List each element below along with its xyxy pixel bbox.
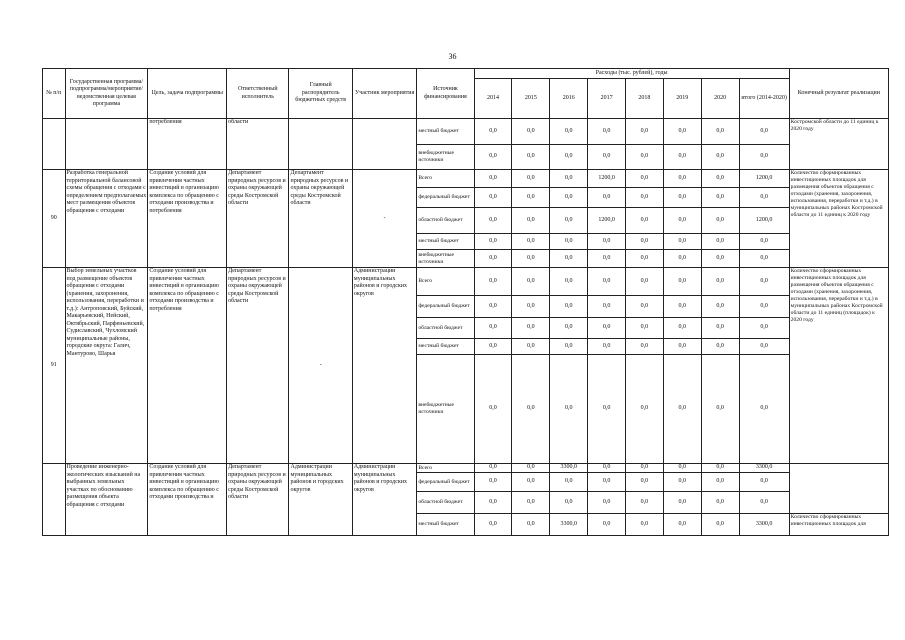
value-cell: 0,0 (550, 355, 588, 464)
value-cell: 0,0 (701, 355, 739, 464)
value-cell: 0,0 (663, 473, 701, 492)
header-year: 2020 (701, 79, 739, 119)
value-cell: 0,0 (588, 234, 626, 250)
value-cell: 0,0 (512, 339, 550, 355)
value-cell: 0,0 (625, 514, 663, 536)
program-cell: Выбор земельных участков под размещение объектов обращения с отходами (хранения, захоронения, использования, переработки и т.д.): Антроповский, Буйский, Макарьевский, Нейский, Октябрьский, Парфеньевский, Судиславский, Чухломский муниципальные районы, городские округа: Галич, Мантурово, Шарья (65, 268, 148, 464)
value-cell: 0,0 (474, 208, 512, 234)
value-cell: 0,0 (701, 234, 739, 250)
value-cell: 0,0 (588, 145, 626, 170)
total-cell: 0,0 (739, 145, 789, 170)
value-cell: 0,0 (625, 170, 663, 188)
value-cell: 0,0 (512, 464, 550, 473)
value-cell: 0,0 (663, 492, 701, 514)
header-goal: Цель, задача подпрограммы (148, 69, 227, 119)
source-cell: внебюджетные источники (417, 145, 474, 170)
value-cell: 0,0 (512, 250, 550, 268)
value-cell: 0,0 (663, 514, 701, 536)
program-cell: Проведение инженерно-экологических изысканий на выбранных земельных участках по обоснованию размещения объекта обращения с отходами (65, 464, 148, 536)
header-year: 2016 (550, 79, 588, 119)
manager-cell: - (289, 268, 352, 464)
value-cell: 0,0 (701, 119, 739, 145)
value-cell: 0,0 (512, 170, 550, 188)
value-cell: 0,0 (625, 119, 663, 145)
value-cell: 0,0 (474, 268, 512, 296)
header-participants: Участник мероприятия (352, 69, 416, 119)
value-cell: 0,0 (474, 234, 512, 250)
header-source: Источник финансирования (417, 69, 474, 119)
source-cell: Всего (417, 464, 474, 473)
page-number: 36 (448, 52, 457, 61)
value-cell: 0,0 (550, 208, 588, 234)
total-cell: 0,0 (739, 355, 789, 464)
manager-cell: Администрации муниципальных районов и городских округов (289, 464, 352, 536)
value-cell: 0,0 (701, 296, 739, 318)
header-manager: Главный распорядитель бюджетных средств (289, 69, 352, 119)
source-cell: федеральный бюджет (417, 473, 474, 492)
row-number: 90 (43, 170, 66, 268)
result-cell: Количество сформированных инвестиционных площадок для (789, 514, 888, 536)
value-cell: 0,0 (588, 188, 626, 208)
value-cell: 0,0 (663, 208, 701, 234)
value-cell: 0,0 (550, 250, 588, 268)
source-cell: Всего (417, 170, 474, 188)
value-cell: 0,0 (550, 268, 588, 296)
header-expenses: Расходы (тыс. рублей), годы (474, 69, 789, 79)
source-cell: Всего (417, 268, 474, 296)
value-cell: 0,0 (512, 234, 550, 250)
total-cell: 0,0 (739, 234, 789, 250)
value-cell: 0,0 (588, 339, 626, 355)
value-cell: 0,0 (512, 514, 550, 536)
value-cell: 0,0 (701, 464, 739, 473)
value-cell: 0,0 (625, 250, 663, 268)
value-cell: 0,0 (625, 268, 663, 296)
value-cell: 0,0 (663, 145, 701, 170)
source-cell: областной бюджет (417, 492, 474, 514)
executor-cell: Департамент природных ресурсов и охраны окружающей среды Костромской области (227, 268, 289, 464)
value-cell: 0,0 (474, 250, 512, 268)
goal-cell: Создание условий для привлечения частных инвестиций в организацию комплекса по обращению с отходами производства и потребления (148, 170, 227, 268)
value-cell: 0,0 (701, 145, 739, 170)
value-cell: 1200,0 (588, 170, 626, 188)
value-cell: 0,0 (550, 119, 588, 145)
total-cell: 1200,0 (739, 170, 789, 188)
value-cell: 0,0 (474, 492, 512, 514)
value-cell: 0,0 (701, 318, 739, 339)
participants-cell: Администрации муниципальных районов и городских округов (352, 268, 416, 464)
value-cell: 0,0 (625, 355, 663, 464)
value-cell: 0,0 (550, 188, 588, 208)
value-cell: 0,0 (588, 268, 626, 296)
header-year: 2018 (625, 79, 663, 119)
value-cell: 0,0 (663, 318, 701, 339)
value-cell: 1200,0 (588, 208, 626, 234)
result-cell: Количество сформированных инвестиционных площадок для размещения объектов обращения с отходами (хранения, захоронения, использования, переработки и т.д.) в муниципальных районах Костромской области до 11 единиц к 2020 году (789, 170, 888, 268)
value-cell: 0,0 (663, 170, 701, 188)
table-row (43, 268, 889, 296)
value-cell: 0,0 (701, 208, 739, 234)
goal-cell: Создание условий для привлечения частных инвестиций в организацию комплекса по обращению с отходами производства и потребления (148, 268, 227, 464)
result-cell-empty (789, 464, 888, 514)
value-cell: 0,0 (550, 296, 588, 318)
value-cell: 0,0 (512, 119, 550, 145)
source-cell: местный бюджет (417, 234, 474, 250)
value-cell: 0,0 (701, 188, 739, 208)
value-cell: 0,0 (588, 250, 626, 268)
value-cell: 0,0 (512, 188, 550, 208)
value-cell: 0,0 (550, 234, 588, 250)
value-cell: 0,0 (474, 170, 512, 188)
value-cell: 0,0 (663, 464, 701, 473)
total-cell: 0,0 (739, 473, 789, 492)
value-cell: 0,0 (588, 318, 626, 339)
value-cell: 3300,0 (550, 464, 588, 473)
value-cell: 0,0 (550, 492, 588, 514)
value-cell: 0,0 (701, 339, 739, 355)
value-cell: 0,0 (625, 296, 663, 318)
total-cell: 1200,0 (739, 208, 789, 234)
value-cell: 0,0 (625, 145, 663, 170)
value-cell: 0,0 (588, 514, 626, 536)
value-cell: 0,0 (550, 473, 588, 492)
header-executor: Ответственный исполнитель (227, 69, 289, 119)
participants-cell: Администрации муниципальных районов и городских округов (352, 464, 416, 536)
value-cell: 0,0 (512, 296, 550, 318)
value-cell: 0,0 (474, 473, 512, 492)
value-cell: 0,0 (512, 355, 550, 464)
header-year: 2017 (588, 79, 626, 119)
value-cell: 0,0 (701, 492, 739, 514)
source-cell: областной бюджет (417, 208, 474, 234)
value-cell: 0,0 (588, 473, 626, 492)
cont-result: Костромской области до 11 единиц к 2020 году (789, 119, 888, 170)
value-cell: 0,0 (512, 318, 550, 339)
source-cell: местный бюджет (417, 339, 474, 355)
header-num: № п/п (43, 69, 66, 119)
value-cell: 0,0 (550, 170, 588, 188)
value-cell: 0,0 (550, 339, 588, 355)
source-cell: местный бюджет (417, 514, 474, 536)
header-year: 2015 (512, 79, 550, 119)
financing-table (42, 68, 889, 536)
value-cell: 0,0 (701, 268, 739, 296)
total-cell: 0,0 (739, 268, 789, 296)
value-cell: 0,0 (588, 492, 626, 514)
value-cell: 0,0 (550, 145, 588, 170)
manager-cell: Департамент природных ресурсов и охраны окружающей среды Костромской области (289, 170, 352, 268)
header-program: Государственная программа/подпрограмма/мероприятие/ведомственная целевая программа (65, 69, 148, 119)
cont-executor: области (227, 119, 289, 170)
total-cell: 3300,0 (739, 464, 789, 473)
value-cell: 0,0 (701, 170, 739, 188)
program-cell: Разработка генеральной территориальной балансовой схемы обращения с отходами с определением предполагаемых мест размещения объектов обращения с отходами (65, 170, 148, 268)
value-cell: 3300,0 (550, 514, 588, 536)
result-cell: Количество сформированных инвестиционных площадок для размещения объектов обращения с отходами (хранения, захоронения, использования, переработки и т.д.) в муниципальных районах Костромской области до 11 единиц (площадок) к 2020 году (789, 268, 888, 464)
header-year: 2019 (663, 79, 701, 119)
cont-participants (352, 119, 416, 170)
source-cell: внебюджетные источники (417, 355, 474, 464)
value-cell: 0,0 (625, 208, 663, 234)
value-cell: 0,0 (474, 514, 512, 536)
value-cell: 0,0 (474, 119, 512, 145)
total-cell: 3300,0 (739, 514, 789, 536)
table-row (43, 119, 889, 145)
value-cell: 0,0 (474, 145, 512, 170)
value-cell: 0,0 (588, 119, 626, 145)
source-cell: внебюджетные источники (417, 250, 474, 268)
value-cell: 0,0 (588, 296, 626, 318)
value-cell: 0,0 (625, 188, 663, 208)
value-cell: 0,0 (663, 296, 701, 318)
participants-cell: - (352, 170, 416, 268)
value-cell: 0,0 (625, 464, 663, 473)
value-cell: 0,0 (474, 296, 512, 318)
row-number (43, 464, 66, 536)
value-cell: 0,0 (663, 250, 701, 268)
value-cell: 0,0 (512, 473, 550, 492)
source-cell: местный бюджет (417, 119, 474, 145)
total-cell: 0,0 (739, 339, 789, 355)
value-cell: 0,0 (512, 145, 550, 170)
value-cell: 0,0 (701, 514, 739, 536)
value-cell: 0,0 (625, 318, 663, 339)
total-cell: 0,0 (739, 296, 789, 318)
source-cell: областной бюджет (417, 318, 474, 339)
value-cell: 0,0 (474, 339, 512, 355)
value-cell: 0,0 (512, 268, 550, 296)
cont-goal: потребления (148, 119, 227, 170)
value-cell: 0,0 (663, 119, 701, 145)
table-row (43, 170, 889, 188)
cont-num (43, 119, 66, 170)
executor-cell: Департамент природных ресурсов и охраны окружающей среды Костромской области (227, 464, 289, 536)
value-cell: 0,0 (663, 188, 701, 208)
goal-cell: Создание условий для привлечения частных инвестиций в организацию комплекса по обращению с отходами производства и (148, 464, 227, 536)
value-cell: 0,0 (663, 268, 701, 296)
header-total: итого (2014-2020) (739, 79, 789, 119)
value-cell: 0,0 (625, 234, 663, 250)
row-number: 91 (43, 268, 66, 464)
source-cell: федеральный бюджет (417, 296, 474, 318)
value-cell: 0,0 (625, 492, 663, 514)
value-cell: 0,0 (663, 234, 701, 250)
value-cell: 0,0 (625, 339, 663, 355)
value-cell: 0,0 (701, 250, 739, 268)
value-cell: 0,0 (625, 473, 663, 492)
total-cell: 0,0 (739, 188, 789, 208)
cont-manager (289, 119, 352, 170)
value-cell: 0,0 (550, 318, 588, 339)
value-cell: 0,0 (474, 188, 512, 208)
total-cell: 0,0 (739, 119, 789, 145)
source-cell: федеральный бюджет (417, 188, 474, 208)
value-cell: 0,0 (474, 464, 512, 473)
value-cell: 0,0 (588, 464, 626, 473)
header-year: 2014 (474, 79, 512, 119)
value-cell: 0,0 (588, 355, 626, 464)
header-result: Конечный результат реализации (789, 69, 888, 119)
value-cell: 0,0 (474, 318, 512, 339)
value-cell: 0,0 (474, 355, 512, 464)
value-cell: 0,0 (663, 355, 701, 464)
table-row (43, 464, 889, 473)
value-cell: 0,0 (701, 473, 739, 492)
executor-cell: Департамент природных ресурсов и охраны окружающей среды Костромской области (227, 170, 289, 268)
value-cell: 0,0 (663, 339, 701, 355)
value-cell: 0,0 (512, 208, 550, 234)
total-cell: 0,0 (739, 318, 789, 339)
total-cell: 0,0 (739, 492, 789, 514)
total-cell: 0,0 (739, 250, 789, 268)
value-cell: 0,0 (512, 492, 550, 514)
cont-program (65, 119, 148, 170)
